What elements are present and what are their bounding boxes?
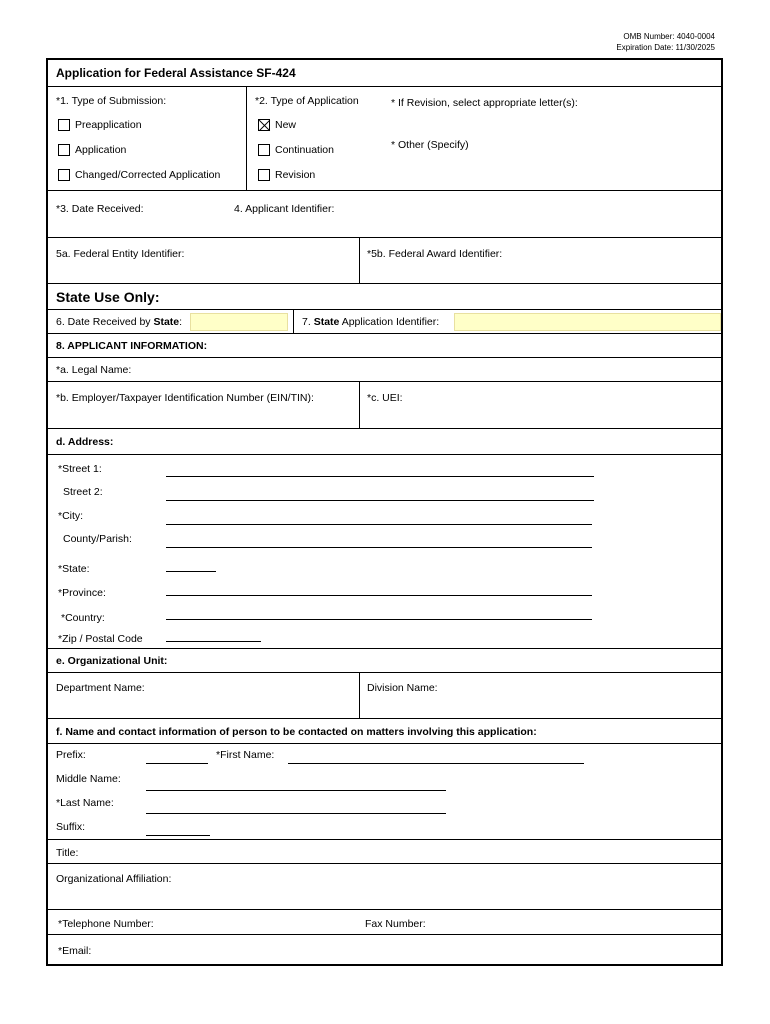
date-received-by-state-field[interactable] bbox=[190, 313, 288, 331]
state-use-title: State Use Only: bbox=[56, 289, 160, 305]
applicant-identifier-label: 4. Applicant Identifier: bbox=[234, 203, 335, 215]
date-received-by-state-label: 6. Date Received by State: bbox=[56, 316, 183, 328]
continuation-checkbox[interactable] bbox=[258, 144, 270, 156]
title-label: Title: bbox=[56, 847, 79, 859]
affiliation-label: Organizational Affiliation: bbox=[56, 873, 172, 885]
suffix-field[interactable] bbox=[146, 835, 210, 836]
applicant-info-row bbox=[48, 333, 721, 357]
type-of-submission-label: *1. Type of Submission: bbox=[56, 95, 167, 107]
date-received-label: *3. Date Received: bbox=[56, 203, 144, 215]
state-use-row bbox=[48, 283, 721, 309]
department-name-label: Department Name: bbox=[56, 682, 145, 694]
federal-entity-identifier-label: 5a. Federal Entity Identifier: bbox=[56, 248, 185, 260]
state-application-identifier-field[interactable] bbox=[454, 313, 721, 331]
country-field[interactable] bbox=[166, 619, 592, 620]
applicant-info-title: 8. APPLICANT INFORMATION: bbox=[56, 340, 208, 352]
last-name-field[interactable] bbox=[146, 813, 446, 814]
federal-identifier-row bbox=[48, 237, 721, 283]
middle-name-field[interactable] bbox=[146, 790, 446, 791]
form-title-row bbox=[48, 60, 721, 86]
other-specify-label: * Other (Specify) bbox=[391, 139, 469, 151]
expiration-date: Expiration Date: 11/30/2025 bbox=[616, 43, 715, 52]
omb-number: OMB Number: 4040-0004 bbox=[623, 32, 715, 41]
phone-fax-row bbox=[48, 909, 721, 934]
zip-field[interactable] bbox=[166, 641, 261, 642]
uei-label: *c. UEI: bbox=[367, 392, 403, 404]
province-label: *Province: bbox=[58, 587, 106, 599]
type-of-application-label: *2. Type of Application bbox=[255, 95, 359, 107]
ein-label: *b. Employer/Taxpayer Identification Number (EIN/TIN): bbox=[56, 392, 314, 404]
first-name-field[interactable] bbox=[288, 763, 584, 764]
last-name-label: *Last Name: bbox=[56, 797, 114, 809]
state-application-identifier-label: 7. State Application Identifier: bbox=[302, 316, 440, 328]
title-row bbox=[48, 839, 721, 863]
sf424-form bbox=[46, 58, 723, 966]
new-label: New bbox=[275, 119, 297, 131]
email-row bbox=[48, 934, 721, 966]
preapplication-checkbox[interactable] bbox=[58, 119, 70, 131]
prefix-field[interactable] bbox=[146, 763, 208, 764]
telephone-label: *Telephone Number: bbox=[58, 918, 154, 930]
date-applicant-row bbox=[48, 190, 721, 237]
state-label: *State: bbox=[58, 563, 90, 575]
address-title: d. Address: bbox=[56, 436, 114, 448]
address-title-row bbox=[48, 428, 721, 454]
continuation-label: Continuation bbox=[275, 144, 334, 156]
fax-label: Fax Number: bbox=[365, 918, 426, 930]
org-unit-title: e. Organizational Unit: bbox=[56, 655, 168, 667]
form-title: Application for Federal Assistance SF-424 bbox=[56, 66, 296, 80]
county-label: County/Parish: bbox=[63, 533, 132, 545]
street2-field[interactable] bbox=[166, 500, 594, 501]
suffix-label: Suffix: bbox=[56, 821, 85, 833]
email-label: *Email: bbox=[58, 945, 92, 957]
prefix-label: Prefix: bbox=[56, 749, 86, 761]
revision-checkbox[interactable] bbox=[258, 169, 270, 181]
first-name-label: *First Name: bbox=[216, 749, 275, 761]
county-field[interactable] bbox=[166, 547, 592, 548]
contact-name-block bbox=[48, 743, 721, 839]
federal-award-identifier-label: *5b. Federal Award Identifier: bbox=[367, 248, 503, 260]
revision-label: Revision bbox=[275, 169, 316, 181]
new-checkbox[interactable] bbox=[258, 119, 270, 131]
legal-name-row bbox=[48, 357, 721, 381]
affiliation-row bbox=[48, 863, 721, 909]
division-name-label: Division Name: bbox=[367, 682, 438, 694]
country-label: *Country: bbox=[61, 612, 105, 624]
middle-name-label: Middle Name: bbox=[56, 773, 121, 785]
ein-uei-row bbox=[48, 381, 721, 428]
state-fields-row bbox=[48, 309, 721, 333]
changed-corrected-checkbox[interactable] bbox=[58, 169, 70, 181]
application-label: Application bbox=[75, 144, 127, 156]
contact-title: f. Name and contact information of person to be contacted on matters involving this application: bbox=[56, 726, 537, 738]
street1-field[interactable] bbox=[166, 476, 594, 477]
revision-letter-label: * If Revision, select appropriate letter(s): bbox=[391, 97, 578, 109]
department-division-row bbox=[48, 672, 721, 718]
address-block bbox=[48, 454, 721, 648]
contact-title-row bbox=[48, 718, 721, 743]
org-unit-title-row bbox=[48, 648, 721, 672]
street2-label: Street 2: bbox=[63, 486, 103, 498]
city-field[interactable] bbox=[166, 524, 592, 525]
zip-label: *Zip / Postal Code bbox=[58, 633, 143, 645]
state-field[interactable] bbox=[166, 571, 216, 572]
street1-label: *Street 1: bbox=[58, 463, 102, 475]
preapplication-label: Preapplication bbox=[75, 119, 142, 131]
application-checkbox[interactable] bbox=[58, 144, 70, 156]
legal-name-label: *a. Legal Name: bbox=[56, 364, 132, 376]
omb-info bbox=[616, 31, 715, 53]
province-field[interactable] bbox=[166, 595, 592, 596]
submission-application-row bbox=[48, 86, 721, 190]
changed-corrected-label: Changed/Corrected Application bbox=[75, 169, 221, 181]
city-label: *City: bbox=[58, 510, 84, 522]
